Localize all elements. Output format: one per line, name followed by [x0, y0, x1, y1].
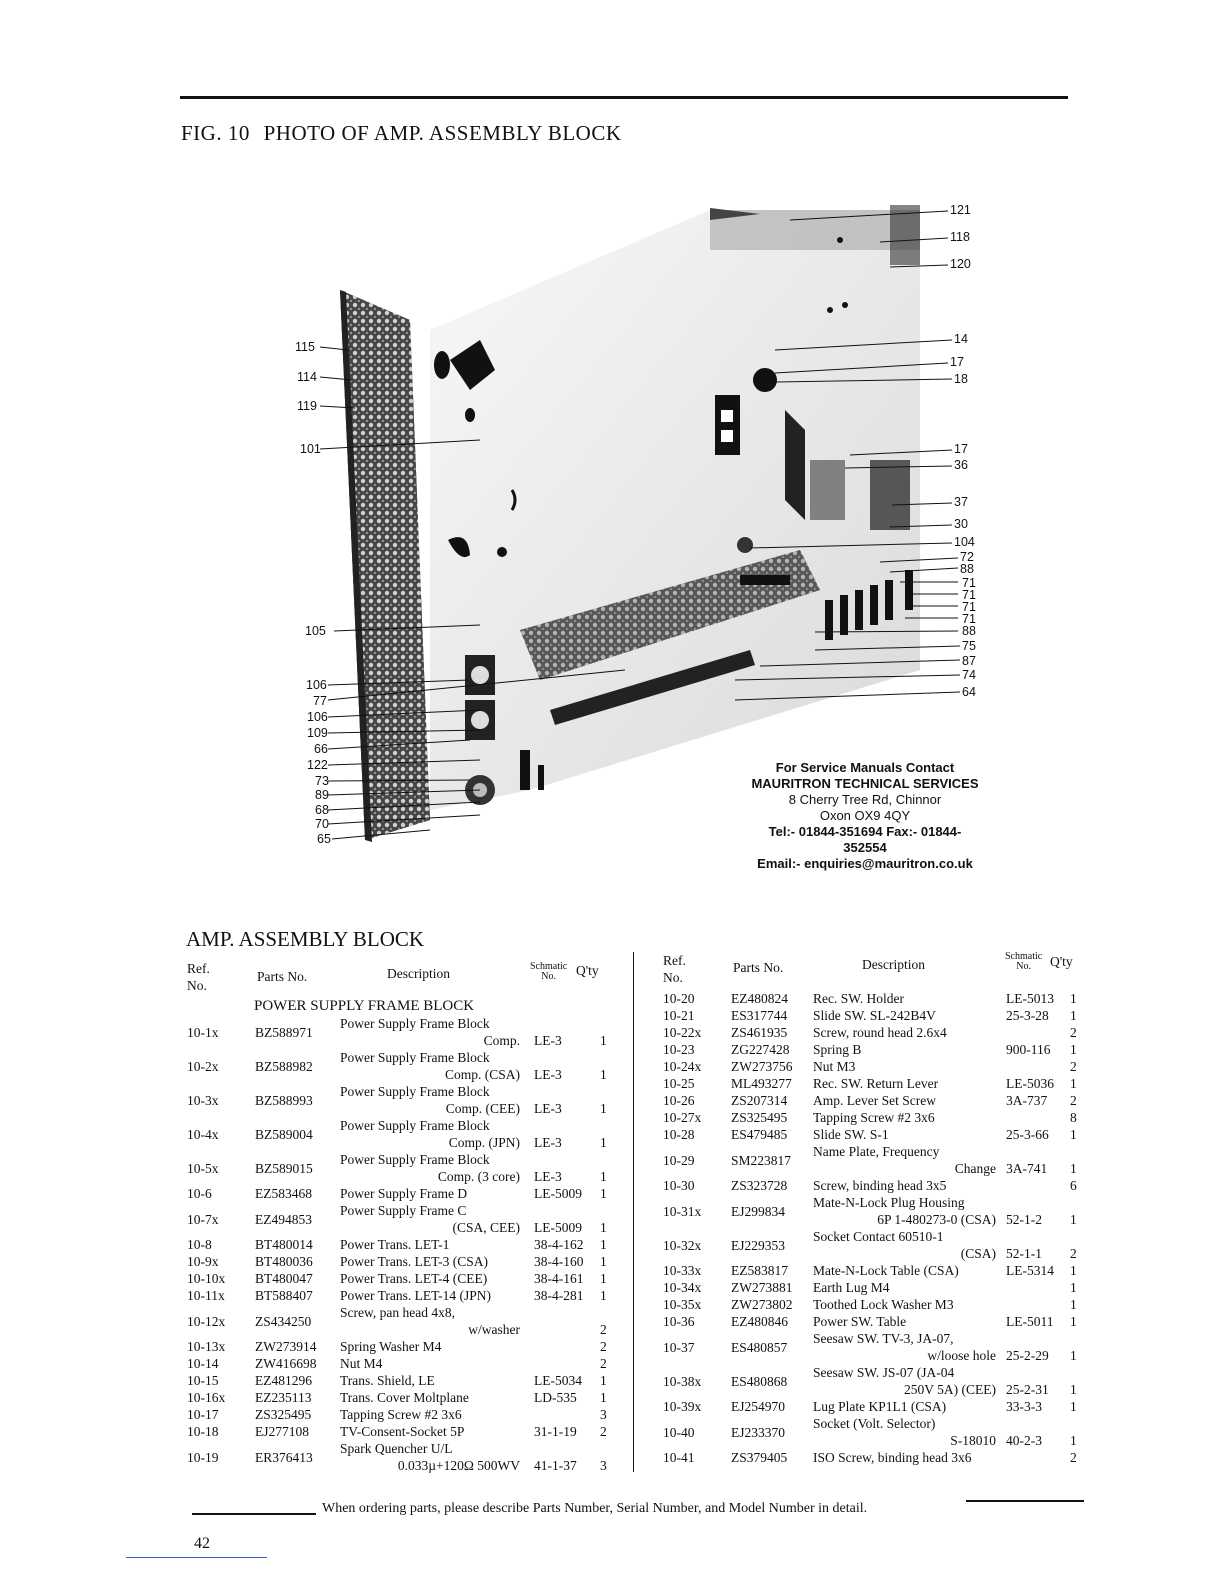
description: Screw, binding head 3x5: [813, 1178, 947, 1193]
description-cont: 250V 5A) (CEE): [904, 1382, 996, 1397]
ref-no: 10-32x: [663, 1237, 702, 1253]
schematic-no: LD-535: [534, 1390, 577, 1405]
ref-no: 10-3x: [187, 1092, 219, 1108]
ref-no: 10-20: [663, 991, 695, 1006]
part-no: EJ299834: [731, 1203, 785, 1219]
schematic-no: 25-2-29: [1006, 1348, 1049, 1363]
part-no: ZS379405: [731, 1450, 788, 1465]
callout: 73: [315, 774, 329, 788]
quantity: 1: [1070, 1076, 1077, 1091]
left-header-ref: [187, 960, 210, 994]
callout: 101: [300, 442, 321, 456]
quantity: 3: [600, 1407, 607, 1422]
quantity: 1: [600, 1101, 607, 1116]
page-number: 42: [194, 1535, 210, 1552]
footer-rule-right: [966, 1500, 1084, 1502]
ref-no: 10-27x: [663, 1110, 702, 1125]
ref-no: 10-22x: [663, 1025, 702, 1040]
callout: 106: [306, 678, 327, 692]
schematic-no: LE-5013: [1006, 991, 1054, 1006]
quantity: 2: [1070, 1246, 1077, 1261]
service-contact-stamp: [750, 760, 980, 872]
part-no: ZG227428: [731, 1042, 790, 1057]
callout: 115: [295, 340, 315, 354]
description-cont: Comp. (CSA): [444, 1067, 520, 1082]
description: Earth Lug M4: [813, 1280, 890, 1295]
ref-no: 10-6: [187, 1186, 212, 1201]
schematic-no: 41-1-37: [534, 1458, 577, 1473]
schematic-no: LE-3: [534, 1169, 562, 1184]
description: Socket (Volt. Selector): [813, 1416, 936, 1431]
callout: 18: [954, 372, 968, 386]
callout: 114: [297, 370, 317, 384]
ref-no: 10-33x: [663, 1263, 702, 1278]
header-no: No.: [663, 970, 683, 985]
callout: 71: [962, 600, 976, 614]
part-no: EZ480846: [731, 1314, 788, 1329]
callout: 74: [962, 668, 976, 682]
part-no: BT588407: [255, 1288, 313, 1303]
contact-company: MAURITRON TECHNICAL SERVICES: [751, 776, 979, 791]
part-no: ES317744: [731, 1008, 788, 1023]
quantity: 1: [600, 1220, 607, 1235]
quantity: 2: [600, 1424, 607, 1439]
description: Nut M4: [340, 1356, 383, 1371]
ref-no: 10-25: [663, 1076, 695, 1091]
schematic-no: 40-2-3: [1006, 1433, 1042, 1448]
ref-no: 10-26: [663, 1093, 695, 1108]
part-no: ZS207314: [731, 1093, 788, 1108]
callout: 122: [307, 758, 328, 772]
header-schem: Schmatic: [530, 961, 568, 972]
quantity: 2: [600, 1322, 607, 1337]
schematic-no: 38-4-281: [534, 1288, 584, 1303]
ordering-note: When ordering parts, please describe Parts Number, Serial Number, and Model Number in detail.: [322, 1501, 868, 1516]
ref-no: 10-30: [663, 1178, 695, 1193]
schematic-no: LE-5314: [1006, 1263, 1054, 1278]
right-header-ref: [663, 952, 686, 986]
part-no: BZ589004: [255, 1126, 313, 1142]
figure-title: [181, 121, 630, 146]
callout: 65: [317, 832, 331, 846]
callout: 37: [954, 495, 968, 509]
callout: 104: [954, 535, 975, 549]
description-cont: (CSA, CEE): [452, 1220, 520, 1235]
part-no: EZ480824: [731, 991, 788, 1006]
callout: 106: [307, 710, 328, 724]
part-no: BZ589015: [255, 1160, 313, 1176]
description-cont: Change: [954, 1161, 996, 1176]
part-no: EZ494853: [255, 1211, 312, 1227]
description: Rec. SW. Holder: [813, 991, 904, 1006]
ref-no: 10-40: [663, 1424, 695, 1440]
part-no: EZ583817: [731, 1263, 788, 1278]
callout: 71: [962, 588, 976, 602]
schematic-no: 52-1-1: [1006, 1246, 1042, 1261]
right-header-desc: Description: [862, 957, 925, 972]
part-no: ES479485: [731, 1127, 788, 1142]
schematic-no: LE-5011: [1006, 1314, 1054, 1329]
header-ref: Ref.: [663, 953, 686, 968]
ref-no: 10-36: [663, 1314, 695, 1329]
schematic-no: LE-5009: [534, 1220, 582, 1235]
quantity: 1: [1070, 1399, 1077, 1414]
quantity: 1: [600, 1033, 607, 1048]
schematic-no: LE-3: [534, 1101, 562, 1116]
schematic-no: 900-116: [1006, 1042, 1051, 1057]
left-subheading: POWER SUPPLY FRAME BLOCK: [254, 998, 475, 1014]
ref-no: 10-14: [187, 1356, 219, 1371]
header-schem-no: No.: [1016, 961, 1031, 972]
description: Tapping Screw #2 3x6: [813, 1110, 935, 1125]
description: Amp. Lever Set Screw: [813, 1093, 936, 1108]
quantity: 1: [1070, 1008, 1077, 1023]
description-cont: Comp.: [483, 1033, 520, 1048]
figure-label: FIG. 10: [181, 121, 250, 145]
part-no: EZ481296: [255, 1373, 312, 1388]
description: Power Supply Frame Block: [340, 1152, 490, 1167]
schematic-no: 38-4-161: [534, 1271, 584, 1286]
contact-address: 8 Cherry Tree Rd, Chinnor: [788, 792, 942, 807]
right-header-qty: Q'ty: [1050, 954, 1073, 969]
description-cont: (CSA): [960, 1246, 996, 1261]
ref-no: 10-2x: [187, 1058, 219, 1074]
quantity: 1: [1070, 1212, 1077, 1227]
part-no: BZ588971: [255, 1024, 313, 1040]
description-cont: Comp. (JPN): [448, 1135, 520, 1150]
ref-no: 10-23: [663, 1042, 695, 1057]
part-no: BT480014: [255, 1237, 313, 1252]
callout: 70: [315, 817, 329, 831]
left-header-desc: Description: [387, 966, 450, 981]
description-cont: Comp. (CEE): [445, 1101, 520, 1116]
schematic-no: LE-3: [534, 1067, 562, 1082]
part-no: ZW273914: [255, 1339, 317, 1354]
description: Power Trans. LET-3 (CSA): [340, 1254, 489, 1269]
callout: 88: [960, 562, 974, 576]
left-pcb-panel: [340, 290, 430, 842]
description: Trans. Cover Moltplane: [340, 1390, 469, 1405]
description: Power Trans. LET-14 (JPN): [340, 1288, 492, 1303]
schematic-no: 3A-737: [1006, 1093, 1048, 1108]
ref-no: 10-12x: [187, 1313, 226, 1329]
callout: 119: [297, 399, 317, 413]
description: Power Supply Frame Block: [340, 1084, 490, 1099]
quantity: 1: [600, 1254, 607, 1269]
bottom-edge-line: [126, 1557, 267, 1558]
right-header-parts: Parts No.: [733, 960, 784, 975]
ref-no: 10-4x: [187, 1126, 219, 1142]
contact-phone: Tel:- 01844-351694 Fax:- 01844-352554: [768, 824, 962, 855]
quantity: 1: [600, 1186, 607, 1201]
quantity: 1: [600, 1288, 607, 1303]
description: Socket Contact 60510-1: [813, 1229, 944, 1244]
quantity: 1: [600, 1271, 607, 1286]
callout: 120: [950, 257, 971, 271]
part-no: EZ235113: [255, 1390, 312, 1405]
ref-no: 10-11x: [187, 1288, 225, 1303]
callout: 71: [962, 576, 976, 590]
description: Lug Plate KP1L1 (CSA): [813, 1399, 947, 1414]
header-schem-no: No.: [541, 971, 556, 982]
part-no: ZW273881: [731, 1280, 793, 1295]
description: Spring B: [813, 1042, 862, 1057]
ref-no: 10-35x: [663, 1297, 702, 1312]
part-no: ML493277: [731, 1076, 792, 1091]
schematic-no: 3A-741: [1006, 1161, 1048, 1176]
part-no: BT480036: [255, 1254, 313, 1269]
description: Screw, round head 2.6x4: [813, 1025, 947, 1040]
schematic-no: 31-1-19: [534, 1424, 577, 1439]
part-no: SM223817: [731, 1152, 792, 1168]
quantity: 1: [1070, 1042, 1077, 1057]
quantity: 2: [600, 1339, 607, 1354]
description-cont: Comp. (3 core): [437, 1169, 520, 1184]
description: Spring Washer M4: [340, 1339, 442, 1354]
description: Name Plate, Frequency: [813, 1144, 940, 1159]
quantity: 1: [600, 1169, 607, 1184]
callout: 89: [315, 788, 329, 802]
description: Power SW. Table: [813, 1314, 907, 1329]
ref-no: 10-34x: [663, 1280, 702, 1295]
left-header-parts: Parts No.: [257, 969, 308, 984]
quantity: 1: [600, 1373, 607, 1388]
schematic-no: 52-1-2: [1006, 1212, 1042, 1227]
quantity: 1: [600, 1237, 607, 1252]
quantity: 1: [1070, 1127, 1077, 1142]
ref-no: 10-1x: [187, 1024, 219, 1040]
quantity: 1: [1070, 991, 1077, 1006]
part-no: BZ588982: [255, 1058, 313, 1074]
callout: 71: [962, 612, 976, 626]
quantity: 1: [600, 1390, 607, 1405]
part-no: ES480868: [731, 1373, 788, 1389]
description-cont: w/washer: [468, 1322, 520, 1337]
quantity: 2: [1070, 1450, 1077, 1465]
description: Power Supply Frame Block: [340, 1118, 490, 1133]
description: Rec. SW. Return Lever: [813, 1076, 939, 1091]
description: Trans. Shield, LE: [340, 1373, 435, 1388]
callout: 77: [313, 694, 327, 708]
callout: 30: [954, 517, 968, 531]
part-no: ZS325495: [731, 1110, 788, 1125]
column-divider: [633, 952, 634, 1472]
schematic-no: 25-2-31: [1006, 1382, 1049, 1397]
ref-no: 10-39x: [663, 1399, 702, 1414]
header-no: No.: [187, 978, 207, 993]
ref-no: 10-37: [663, 1339, 695, 1355]
ref-no: 10-19: [187, 1449, 219, 1465]
header-ref: Ref.: [187, 961, 210, 976]
description: Spark Quencher U/L: [340, 1441, 453, 1456]
part-no: ER376413: [255, 1449, 313, 1465]
callout: 68: [315, 803, 329, 817]
description: Seesaw SW. TV-3, JA-07,: [813, 1331, 954, 1346]
contact-email: Email:- enquiries@mauritron.co.uk: [757, 856, 973, 871]
ref-no: 10-5x: [187, 1160, 219, 1176]
description: Power Supply Frame C: [340, 1203, 467, 1218]
schematic-no: 38-4-162: [534, 1237, 584, 1252]
quantity: 1: [600, 1135, 607, 1150]
ref-no: 10-9x: [187, 1254, 219, 1269]
ref-no: 10-15: [187, 1373, 219, 1388]
part-no: EJ233370: [731, 1424, 785, 1440]
contact-line: For Service Manuals Contact: [775, 760, 955, 775]
ref-no: 10-16x: [187, 1390, 226, 1405]
quantity: 1: [1070, 1348, 1077, 1363]
part-no: ZS325495: [255, 1407, 312, 1422]
description: Power Trans. LET-4 (CEE): [340, 1271, 488, 1286]
description-cont: 6P 1-480273-0 (CSA): [877, 1212, 996, 1227]
schematic-no: LE-5036: [1006, 1076, 1054, 1091]
quantity: 1: [600, 1067, 607, 1082]
callout: 17: [950, 355, 964, 369]
ref-no: 10-31x: [663, 1203, 702, 1219]
part-no: ZS323728: [731, 1178, 788, 1193]
left-header-qty: Q'ty: [576, 963, 599, 978]
quantity: 6: [1070, 1178, 1077, 1193]
part-no: ZS434250: [255, 1313, 312, 1329]
quantity: 2: [1070, 1025, 1077, 1040]
quantity: 1: [1070, 1314, 1077, 1329]
callout: 118: [950, 230, 970, 244]
callout: 109: [307, 726, 328, 740]
top-rule: [180, 96, 1068, 99]
quantity: 1: [1070, 1382, 1077, 1397]
ref-no: 10-21: [663, 1008, 695, 1023]
description: Power Supply Frame Block: [340, 1016, 490, 1031]
ref-no: 10-13x: [187, 1339, 226, 1354]
callout: 105: [305, 624, 326, 638]
ref-no: 10-24x: [663, 1059, 702, 1074]
schematic-no: LE-5009: [534, 1186, 582, 1201]
schematic-no: 38-4-160: [534, 1254, 584, 1269]
part-no: ZW416698: [255, 1356, 317, 1371]
callout: 17: [954, 442, 968, 456]
part-no: BT480047: [255, 1271, 313, 1286]
callout: 87: [962, 654, 976, 668]
quantity: 2: [1070, 1093, 1077, 1108]
ref-no: 10-28: [663, 1127, 695, 1142]
description: Mate-N-Lock Table (CSA): [813, 1263, 959, 1278]
figure-caption: PHOTO OF AMP. ASSEMBLY BLOCK: [263, 121, 622, 145]
description: Screw, pan head 4x8,: [340, 1305, 455, 1320]
callout: 36: [954, 458, 968, 472]
ref-no: 10-18: [187, 1424, 219, 1439]
part-no: ZW273756: [731, 1059, 793, 1074]
schematic-no: 25-3-28: [1006, 1008, 1049, 1023]
parts-list-title: AMP. ASSEMBLY BLOCK: [186, 927, 425, 951]
left-header-schem: [530, 962, 567, 982]
chassis-frame: [430, 205, 920, 810]
description-cont: 0.033µ+120Ω 500WV: [397, 1458, 520, 1473]
description: Mate-N-Lock Plug Housing: [813, 1195, 965, 1210]
ref-no: 10-29: [663, 1152, 695, 1168]
part-no: EJ277108: [255, 1424, 309, 1439]
ref-no: 10-10x: [187, 1271, 226, 1286]
part-no: ZW273802: [731, 1297, 793, 1312]
quantity: 1: [1070, 1280, 1077, 1295]
description-cont: w/loose hole: [927, 1348, 996, 1363]
schematic-no: LE-5034: [534, 1373, 582, 1388]
callout: 14: [954, 332, 968, 346]
ref-no: 10-7x: [187, 1211, 219, 1227]
callout: 64: [962, 685, 976, 699]
part-no: EZ583468: [255, 1186, 312, 1201]
callout: 72: [960, 550, 974, 564]
header-schem: Schmatic: [1005, 951, 1043, 962]
description: ISO Screw, binding head 3x6: [813, 1450, 972, 1465]
footer-rule-left: [192, 1513, 316, 1515]
description-cont: S-18010: [950, 1433, 996, 1448]
callout: 66: [314, 742, 328, 756]
description: Seesaw SW. JS-07 (JA-04: [813, 1365, 955, 1380]
quantity: 1: [1070, 1297, 1077, 1312]
quantity: 1: [1070, 1433, 1077, 1448]
quantity: 1: [1070, 1263, 1077, 1278]
description: Nut M3: [813, 1059, 856, 1074]
callout: 75: [962, 639, 976, 653]
quantity: 8: [1070, 1110, 1077, 1125]
description: Tapping Screw #2 3x6: [340, 1407, 462, 1422]
schematic-no: LE-3: [534, 1135, 562, 1150]
part-no: EJ229353: [731, 1237, 785, 1253]
part-no: ES480857: [731, 1339, 788, 1355]
description: Power Trans. LET-1: [340, 1237, 450, 1252]
part-no: BZ588993: [255, 1092, 313, 1108]
schematic-no: LE-3: [534, 1033, 562, 1048]
ref-no: 10-41: [663, 1450, 695, 1465]
description: Power Supply Frame Block: [340, 1050, 490, 1065]
description: Toothed Lock Washer M3: [813, 1297, 954, 1312]
ref-no: 10-38x: [663, 1373, 702, 1389]
quantity: 2: [1070, 1059, 1077, 1074]
contact-postcode: Oxon OX9 4QY: [819, 808, 911, 823]
part-no: ZS461935: [731, 1025, 788, 1040]
ref-no: 10-17: [187, 1407, 219, 1422]
description: Slide SW. S-1: [813, 1127, 889, 1142]
description: Power Supply Frame D: [340, 1186, 468, 1201]
description: Slide SW. SL-242B4V: [813, 1008, 936, 1023]
schematic-no: 33-3-3: [1006, 1399, 1042, 1414]
right-header-schem: [1005, 952, 1042, 972]
quantity: 1: [1070, 1161, 1077, 1176]
callout: 121: [950, 203, 971, 217]
callout: 88: [962, 624, 976, 638]
schematic-no: 25-3-66: [1006, 1127, 1049, 1142]
ref-no: 10-8: [187, 1237, 212, 1252]
quantity: 3: [600, 1458, 607, 1473]
quantity: 2: [600, 1356, 607, 1371]
description: TV-Consent-Socket 5P: [340, 1424, 465, 1439]
part-no: EJ254970: [731, 1399, 785, 1414]
